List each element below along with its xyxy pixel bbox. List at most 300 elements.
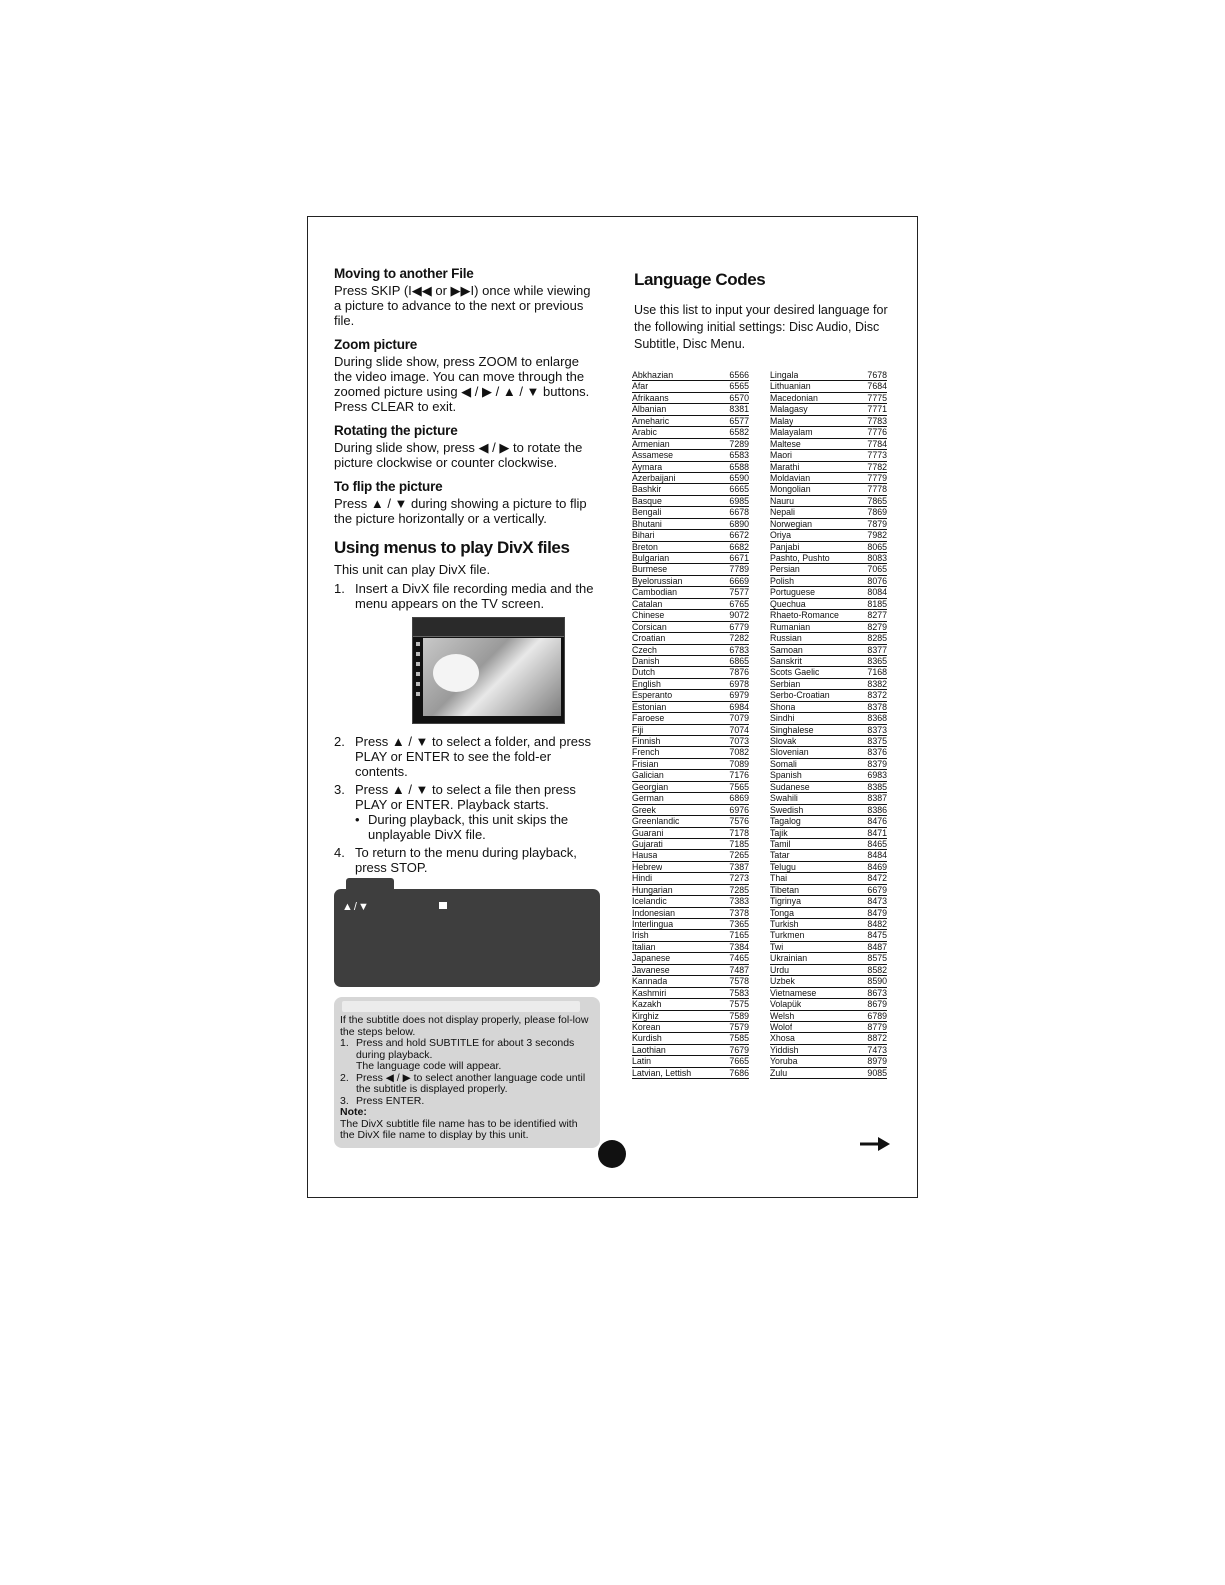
step-text: Press ◀ / ▶ to select another language code until the subtitle is displayed properly. <box>356 1071 586 1095</box>
language-code: 7579 <box>729 1021 749 1032</box>
language-name: Kashmiri <box>632 987 667 998</box>
step-number: 3. <box>334 782 345 797</box>
note-label: Note: <box>340 1106 367 1118</box>
language-column-2 <box>770 370 887 1079</box>
language-code: 6869 <box>729 793 749 804</box>
language-code: 7565 <box>729 781 749 792</box>
language-code: 8679 <box>867 999 887 1010</box>
language-name: Persian <box>770 564 800 575</box>
language-code: 8779 <box>867 1021 887 1032</box>
step-text: Press ▲ / ▼ to select a file then press PLAY or ENTER. Playback starts. <box>355 782 576 812</box>
language-row <box>770 793 887 804</box>
language-code: 7771 <box>867 404 887 415</box>
language-code: 7168 <box>867 667 887 678</box>
language-row <box>632 896 749 907</box>
language-code: 8279 <box>867 621 887 632</box>
language-name: Esperanto <box>632 690 673 701</box>
language-codes-intro: Use this list to input your desired language for the following initial settings: Disc Audio, Disc Subtitle, Disc Menu. <box>634 303 888 351</box>
divx-step <box>334 782 600 842</box>
language-row <box>632 988 749 999</box>
language-code: 7578 <box>729 976 749 987</box>
moving-text: Press SKIP (I◀◀ or ▶▶I) once while viewing a picture to advance to the next or previous file. <box>334 283 591 328</box>
language-row <box>770 816 887 827</box>
language-name: Gujarati <box>632 838 663 849</box>
language-row <box>770 919 887 930</box>
note-tab <box>342 1001 580 1012</box>
language-column-1 <box>632 370 749 1079</box>
language-name: Spanish <box>770 770 802 781</box>
language-code: 7282 <box>729 633 749 644</box>
language-code: 6865 <box>729 655 749 666</box>
step-text: Insert a DivX file recording media and the menu appears on the TV screen. <box>355 581 594 611</box>
step-number: 1. <box>340 1037 349 1049</box>
language-code: 7073 <box>729 736 749 746</box>
language-name: Latvian, Lettish <box>632 1067 692 1078</box>
language-row <box>632 736 749 747</box>
language-row <box>632 1045 749 1056</box>
section-divx <box>334 538 600 875</box>
language-row <box>770 507 887 518</box>
language-name: Cambodian <box>632 587 677 598</box>
language-name: Shona <box>770 701 796 712</box>
language-code: 6671 <box>729 553 749 563</box>
language-code: 9072 <box>729 610 749 621</box>
language-name: Slovenian <box>770 747 809 758</box>
language-name: Swedish <box>770 804 804 815</box>
language-row <box>770 782 887 793</box>
language-name: Indonesian <box>632 907 676 918</box>
note-text: The DivX subtitle file name has to be identified with the DivX file name to display by this unit. <box>340 1117 578 1141</box>
language-code: 7577 <box>729 587 749 598</box>
language-name: Turkish <box>770 919 799 929</box>
language-row <box>770 1033 887 1044</box>
language-name: Czech <box>632 644 657 655</box>
language-name: Kazakh <box>632 999 662 1010</box>
language-name: Fiji <box>632 724 644 735</box>
language-row <box>770 564 887 575</box>
language-name: Yoruba <box>770 1056 798 1067</box>
language-row <box>770 1045 887 1056</box>
language-code: 7784 <box>867 438 887 449</box>
language-name: Albanian <box>632 404 667 415</box>
language-code: 7776 <box>867 427 887 438</box>
language-code: 7865 <box>867 495 887 506</box>
language-code: 7285 <box>729 884 749 895</box>
language-code: 6679 <box>867 884 887 895</box>
language-row <box>770 976 887 987</box>
language-row <box>770 885 887 896</box>
language-name: Estonian <box>632 701 667 712</box>
language-row <box>770 930 887 941</box>
language-name: Malayalam <box>770 427 813 438</box>
language-code: 8378 <box>867 701 887 712</box>
language-name: Bulgarian <box>632 553 670 563</box>
language-row <box>632 885 749 896</box>
language-code: 7775 <box>867 392 887 403</box>
language-name: Marathi <box>770 461 800 472</box>
language-code: 8381 <box>729 404 749 415</box>
language-name: Catalan <box>632 598 663 609</box>
language-row <box>632 999 749 1010</box>
language-row <box>632 564 749 575</box>
language-code: 8076 <box>867 575 887 586</box>
language-code: 7585 <box>729 1033 749 1044</box>
language-code: 7773 <box>867 450 887 461</box>
language-row <box>770 759 887 770</box>
language-row <box>632 793 749 804</box>
language-row <box>770 770 887 781</box>
language-row <box>632 919 749 930</box>
language-name: Tajik <box>770 827 788 838</box>
language-code: 7178 <box>729 827 749 838</box>
language-name: Tibetan <box>770 884 800 895</box>
language-code: 7273 <box>729 873 749 884</box>
language-name: Serbo-Croatian <box>770 690 830 701</box>
language-code: 8473 <box>867 896 887 907</box>
language-row <box>632 1033 749 1044</box>
language-row <box>770 702 887 713</box>
language-code: 8582 <box>867 964 887 975</box>
divx-title: Using menus to play DivX files <box>334 538 570 557</box>
language-code: 8472 <box>867 873 887 884</box>
language-code: 6566 <box>729 370 749 380</box>
language-row <box>770 850 887 861</box>
language-code: 7079 <box>729 713 749 724</box>
language-row <box>770 873 887 884</box>
language-row <box>632 599 749 610</box>
folder-icon <box>439 902 447 909</box>
language-row <box>632 930 749 941</box>
language-name: English <box>632 678 661 689</box>
language-code: 6590 <box>729 472 749 483</box>
language-name: Tigrinya <box>770 896 801 907</box>
language-row <box>770 587 887 598</box>
language-name: Afar <box>632 381 649 392</box>
language-row <box>632 370 749 381</box>
language-row <box>770 645 887 656</box>
language-name: Malay <box>770 415 794 426</box>
language-row <box>770 370 887 381</box>
language-code: 7778 <box>867 484 887 495</box>
language-row <box>632 828 749 839</box>
language-code: 7678 <box>867 370 887 380</box>
language-row <box>632 839 749 850</box>
language-row <box>632 1022 749 1033</box>
language-code: 8575 <box>867 953 887 964</box>
language-name: Tatar <box>770 850 790 861</box>
language-name: Ameharic <box>632 415 670 426</box>
language-name: Italian <box>632 941 656 952</box>
language-row <box>632 622 749 633</box>
language-name: Tamil <box>770 838 791 849</box>
language-code: 6682 <box>729 541 749 552</box>
language-code: 8382 <box>867 678 887 689</box>
language-name: Thai <box>770 873 788 884</box>
language-code: 7789 <box>729 564 749 575</box>
language-row <box>632 850 749 861</box>
screen-topbar <box>413 618 564 637</box>
language-code: 8590 <box>867 976 887 987</box>
language-row <box>770 633 887 644</box>
tip-box <box>334 889 600 987</box>
language-row <box>770 1056 887 1067</box>
language-code: 6672 <box>729 530 749 541</box>
language-row <box>632 690 749 701</box>
language-row <box>770 679 887 690</box>
left-column <box>334 266 600 1148</box>
language-name: Malagasy <box>770 404 808 415</box>
language-name: Twi <box>770 941 784 952</box>
language-code: 8872 <box>867 1033 887 1044</box>
language-row <box>632 450 749 461</box>
step-number: 2. <box>334 734 345 749</box>
moving-title: Moving to another File <box>334 266 474 281</box>
language-row <box>632 702 749 713</box>
language-code: 7082 <box>729 747 749 758</box>
language-row <box>770 473 887 484</box>
language-code: 8377 <box>867 644 887 655</box>
language-row <box>770 1011 887 1022</box>
language-code: 8065 <box>867 541 887 552</box>
language-row <box>770 450 887 461</box>
step-text: To return to the menu during playback, press STOP. <box>355 845 577 875</box>
language-code: 7684 <box>867 381 887 392</box>
language-row <box>770 404 887 415</box>
language-row <box>632 404 749 415</box>
language-code: 6976 <box>729 804 749 815</box>
language-name: Vietnamese <box>770 987 817 998</box>
language-code: 7185 <box>729 838 749 849</box>
language-name: Macedonian <box>770 392 818 403</box>
language-name: Finnish <box>632 736 661 746</box>
language-name: Tagalog <box>770 816 801 827</box>
language-code: 7378 <box>729 907 749 918</box>
language-row <box>770 427 887 438</box>
language-row <box>770 622 887 633</box>
language-name: Panjabi <box>770 541 800 552</box>
language-row <box>770 393 887 404</box>
language-name: Latin <box>632 1056 652 1067</box>
language-name: Faroese <box>632 713 665 724</box>
language-row <box>770 519 887 530</box>
language-row <box>632 416 749 427</box>
divx-steps <box>334 581 600 875</box>
language-name: Telugu <box>770 861 796 872</box>
language-name: Irish <box>632 930 649 941</box>
language-code: 6565 <box>729 381 749 392</box>
divx-intro: This unit can play DivX file. <box>334 562 491 577</box>
language-name: Arabic <box>632 427 657 438</box>
page-number-circle <box>598 1140 626 1168</box>
note-box <box>334 997 600 1148</box>
language-name: Russian <box>770 633 802 644</box>
section-moving <box>334 266 600 328</box>
language-row <box>632 393 749 404</box>
language-name: Georgian <box>632 781 669 792</box>
language-code: 6983 <box>867 770 887 781</box>
language-name: Norwegian <box>770 518 813 529</box>
language-row <box>632 656 749 667</box>
language-code: 6583 <box>729 450 749 461</box>
language-code: 6570 <box>729 392 749 403</box>
language-code: 8482 <box>867 919 887 929</box>
language-code: 8365 <box>867 655 887 666</box>
language-name: French <box>632 747 660 758</box>
language-row <box>770 496 887 507</box>
section-zoom <box>334 337 600 414</box>
language-row <box>632 427 749 438</box>
language-code: 8476 <box>867 816 887 827</box>
language-name: Sudanese <box>770 781 810 792</box>
language-row <box>770 736 887 747</box>
language-name: Galician <box>632 770 664 781</box>
language-row <box>632 381 749 392</box>
language-row <box>770 667 887 678</box>
rotate-text: During slide show, press ◀ / ▶ to rotate the picture clockwise or counter clockwise. <box>334 440 583 470</box>
note-intro: If the subtitle does not display properly, please fol-low the steps below. <box>340 1014 589 1038</box>
language-name: Chinese <box>632 610 665 621</box>
language-row <box>632 1068 749 1079</box>
language-code: 7782 <box>867 461 887 472</box>
language-row <box>632 667 749 678</box>
language-code: 8368 <box>867 713 887 724</box>
language-row <box>632 816 749 827</box>
tip-text: ▲/▼ <box>342 901 370 913</box>
language-row <box>770 896 887 907</box>
language-code: 8479 <box>867 907 887 918</box>
language-code: 7576 <box>729 816 749 827</box>
language-codes-title: Language Codes <box>634 270 766 289</box>
language-code: 7575 <box>729 999 749 1010</box>
language-code: 8487 <box>867 941 887 952</box>
language-name: Assamese <box>632 450 674 461</box>
language-name: Uzbek <box>770 976 795 987</box>
language-name: Rhaeto-Romance <box>770 610 839 621</box>
language-name: Hebrew <box>632 861 663 872</box>
screen-sidebar <box>416 642 422 712</box>
language-name: Yiddish <box>770 1044 799 1055</box>
language-name: Afrikaans <box>632 392 669 403</box>
language-row <box>770 953 887 964</box>
language-name: Hungarian <box>632 884 673 895</box>
language-code: 6985 <box>729 495 749 506</box>
language-name: Zulu <box>770 1067 788 1078</box>
language-name: Slovak <box>770 736 797 746</box>
language-row <box>770 599 887 610</box>
language-code: 7387 <box>729 861 749 872</box>
language-code: 8387 <box>867 793 887 804</box>
language-name: Guarani <box>632 827 664 838</box>
language-code: 8185 <box>867 598 887 609</box>
language-code: 7869 <box>867 507 887 518</box>
language-row <box>770 381 887 392</box>
language-code: 8277 <box>867 610 887 621</box>
language-name: Serbian <box>770 678 801 689</box>
language-name: Sanskrit <box>770 655 802 666</box>
language-row <box>632 747 749 758</box>
language-code: 8379 <box>867 758 887 769</box>
language-code: 7384 <box>729 941 749 952</box>
language-code: 8376 <box>867 747 887 758</box>
language-name: Urdu <box>770 964 790 975</box>
language-row <box>770 725 887 736</box>
language-row <box>632 542 749 553</box>
language-row <box>770 530 887 541</box>
language-name: Portuguese <box>770 587 815 598</box>
language-row <box>632 519 749 530</box>
language-code: 6984 <box>729 701 749 712</box>
language-name: Danish <box>632 655 660 666</box>
language-name: Dutch <box>632 667 655 678</box>
language-code: 7165 <box>729 930 749 941</box>
language-row <box>770 805 887 816</box>
language-name: Korean <box>632 1021 661 1032</box>
language-code: 6669 <box>729 575 749 586</box>
language-code: 8465 <box>867 838 887 849</box>
language-code: 8285 <box>867 633 887 644</box>
language-name: Maori <box>770 450 792 461</box>
language-row <box>770 610 887 621</box>
language-code: 8469 <box>867 861 887 872</box>
language-code: 6678 <box>729 507 749 518</box>
language-name: Kurdish <box>632 1033 662 1044</box>
language-row <box>632 805 749 816</box>
language-name: Swahili <box>770 793 798 804</box>
language-name: Bengali <box>632 507 662 518</box>
language-name: Japanese <box>632 953 671 964</box>
language-row <box>632 496 749 507</box>
language-name: Bhutani <box>632 518 662 529</box>
language-name: Ukrainian <box>770 953 808 964</box>
language-row <box>632 439 749 450</box>
zoom-text: During slide show, press ZOOM to enlarge the video image. You can move through the zoomed picture using ◀ / ▶ / ▲ / ▼ buttons. Press CLEAR to exit. <box>334 354 590 414</box>
section-flip <box>334 479 600 526</box>
language-code: 7589 <box>729 1010 749 1021</box>
language-row <box>632 645 749 656</box>
language-row <box>632 873 749 884</box>
rotate-title: Rotating the picture <box>334 423 458 438</box>
language-row <box>770 542 887 553</box>
language-name: Corsican <box>632 621 667 632</box>
language-code: 8375 <box>867 736 887 746</box>
language-code: 7583 <box>729 987 749 998</box>
language-row <box>632 587 749 598</box>
note-steps <box>340 1038 592 1107</box>
tip-tab <box>346 878 394 890</box>
language-row <box>770 553 887 564</box>
language-name: Nauru <box>770 495 794 506</box>
language-code: 6779 <box>729 621 749 632</box>
language-row <box>632 770 749 781</box>
language-code: 6789 <box>867 1010 887 1021</box>
language-row <box>632 553 749 564</box>
language-row <box>632 462 749 473</box>
language-row <box>632 942 749 953</box>
language-row <box>632 953 749 964</box>
language-code: 7487 <box>729 964 749 975</box>
language-code: 8385 <box>867 781 887 792</box>
divx-step <box>334 734 600 779</box>
language-row <box>770 656 887 667</box>
language-code: 7779 <box>867 472 887 483</box>
language-row <box>770 690 887 701</box>
language-code: 7465 <box>729 953 749 964</box>
language-name: Oriya <box>770 530 792 541</box>
language-name: Basque <box>632 495 662 506</box>
step-subtext: The language code will appear. <box>356 1060 502 1072</box>
language-row <box>770 576 887 587</box>
language-row <box>632 908 749 919</box>
